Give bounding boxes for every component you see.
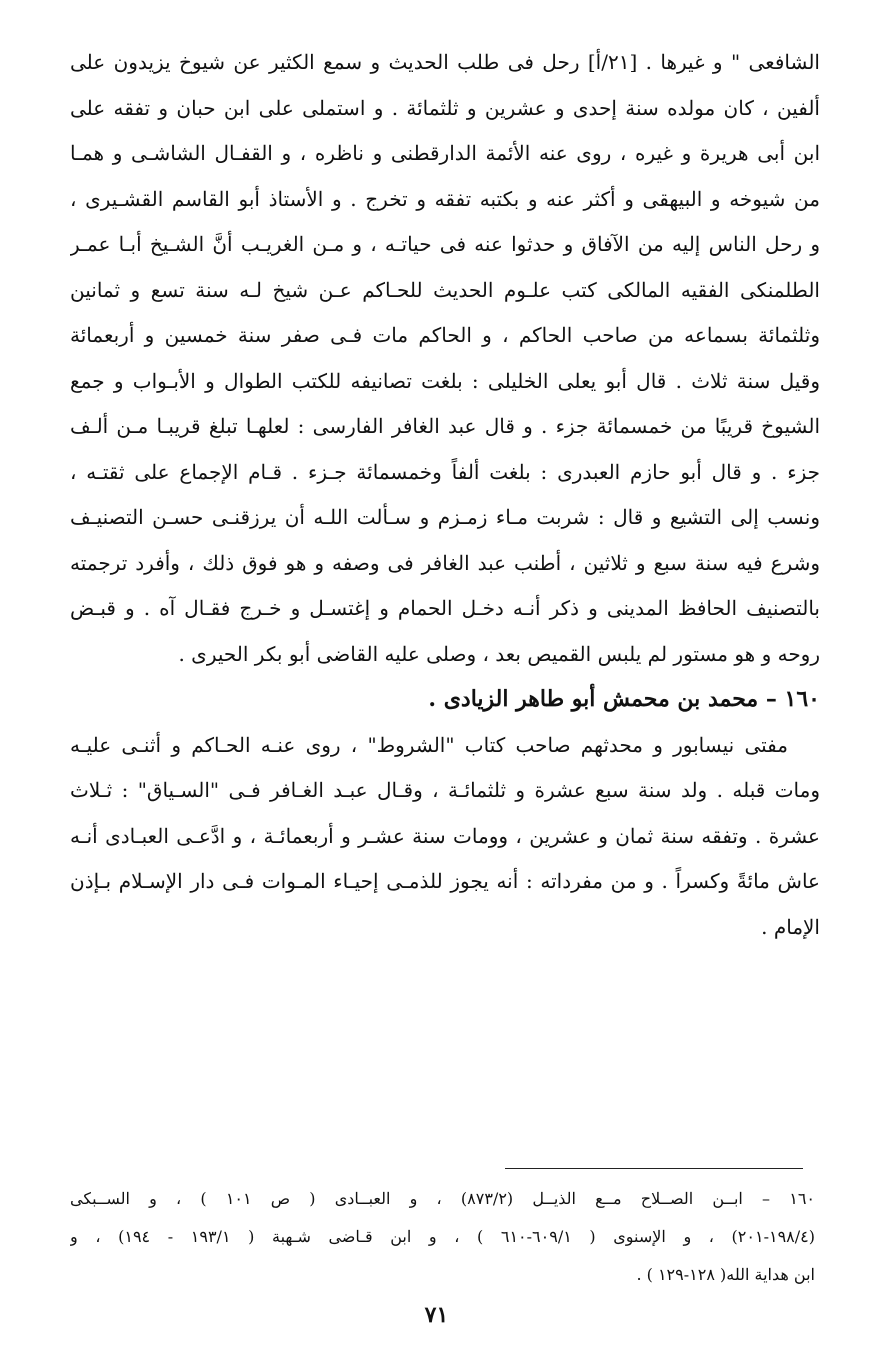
text-line: ومات قبله . ولد سنة سبع عشرة و ثلثمائـة ، وقـال عبـد الغـافر فـى "السـياق" : ثـلاث <box>70 778 820 802</box>
text-line: بالتصنيف الحافظ المدينى و ذكر أنـه دخـل الحمام و إغتسـل و خـرج فقـال آه . و قبـض <box>70 596 820 620</box>
text-line: الطلمنكى الفقيه المالكى كتب علـوم الحديث للحـاكم عـن شيخ لـه سنة تسع و ثمانين <box>70 277 820 302</box>
footnote-line: ١٦٠ – ابــن الصــلاح مــع الذيــل (٨٧٣/٢) ، و العبــادى ( ص ١٠١ ) ، و الســبكى <box>70 1189 815 1208</box>
text-line: ابن أبى هريرة و غيره ، روى عنه الأئمة الدارقطنى و ناظره ، و القفـال الشاشـى و همـا <box>70 141 820 165</box>
text-line: و رحل الناس إليه من الآفاق و حدثوا عنه فى حياتـه ، و مـن الغريـب أنَّ الشـيخ أبـا عمـر <box>70 232 820 256</box>
text-line: عاش مائةً وكسراً . و من مفرداته : أنه يجوز للذمـى إحيـاء المـوات فـى دار الإسـلام بـإذن <box>70 869 820 893</box>
text-line: عشرة . وتفقه سنة ثمان و عشرين ، وومات سنة عشـر و أربعمائـة ، و ادَّعـى العبـادى أنـه <box>70 823 820 848</box>
text-line: من شيوخه و البيهقى و أكثر عنه و بكتبه تفقه و تخرج . و الأستاذ أبو القاسم القشـيرى ، <box>70 186 820 211</box>
text-line: وقيل سنة ثلاث . قال أبو يعلى الخليلى : بلغت تصانيفه للكتب الطوال و الأبـواب و جمع <box>70 368 820 393</box>
text-line: الإمام . <box>761 914 820 939</box>
footnotes <box>70 1180 815 1294</box>
entry-heading: ١٦٠ – محمد بن محمش أبو طاهر الزيادى . <box>428 686 820 712</box>
text-line: الشيوخ قريبًا من خمسمائة جزء . و قال عبد الغافر الفارسى : لعلهـا تبلغ قريبـا مـن ألـف <box>70 414 820 438</box>
text-line: روحه و هو مستور لم يلبس القميص بعد ، وصلى عليه القاضى أبو بكر الحيرى . <box>178 641 820 666</box>
text-line: مفتى نيسابور و محدثهم صاحب كتاب "الشروط" ، روى عنـه الحـاكم و أثنـى عليـه <box>70 732 788 757</box>
footnote-line: (١٩٨/٤-٢٠١) ، و الإسنوى ( ٦٠٩/١-٦١٠ ) ، و ابن قـاضى شـهبة ( ١٩٣/١ - ١٩٤) ، و <box>70 1227 815 1246</box>
text-line: جزء . و قال أبو حازم العبدرى : بلغت ألفاً وخمسمائة جـزء . قـام الإجماع على ثقتـه ، <box>70 459 820 484</box>
text-line: ألفين ، كان مولده سنة إحدى و عشرين و ثلثمائة . و استملى على ابن حبان و تفقه على <box>70 95 820 120</box>
text-line: ونسب إلى التشيع و قال : شربت مـاء زمـزم و سـألت اللـه أن يرزقنـى حسـن التصنيـف <box>70 505 820 529</box>
footnote-line: ابن هداية الله( ١٢٨-١٢٩ ) . <box>636 1265 815 1284</box>
text-line: الشافعى " و غيرها . [٢١/أ] رحل فى طلب الحديث و سمع الكثير عن شيوخ يزيدون على <box>70 50 820 74</box>
page-number: ٧١ <box>424 1302 449 1328</box>
text-line: وشرع فيه سنة سبع و ثلاثين ، أطنب عبد الغافر فى وصفه و هو فوق ذلك ، وأفرد ترجمته <box>70 550 820 575</box>
text-line: وثلثمائة بسماعه من صاحب الحاكم ، و الحاكم مات فـى صفر سنة خمسين و أربعمائة <box>70 323 820 347</box>
main-text <box>70 40 820 950</box>
footnote-divider <box>505 1168 803 1169</box>
